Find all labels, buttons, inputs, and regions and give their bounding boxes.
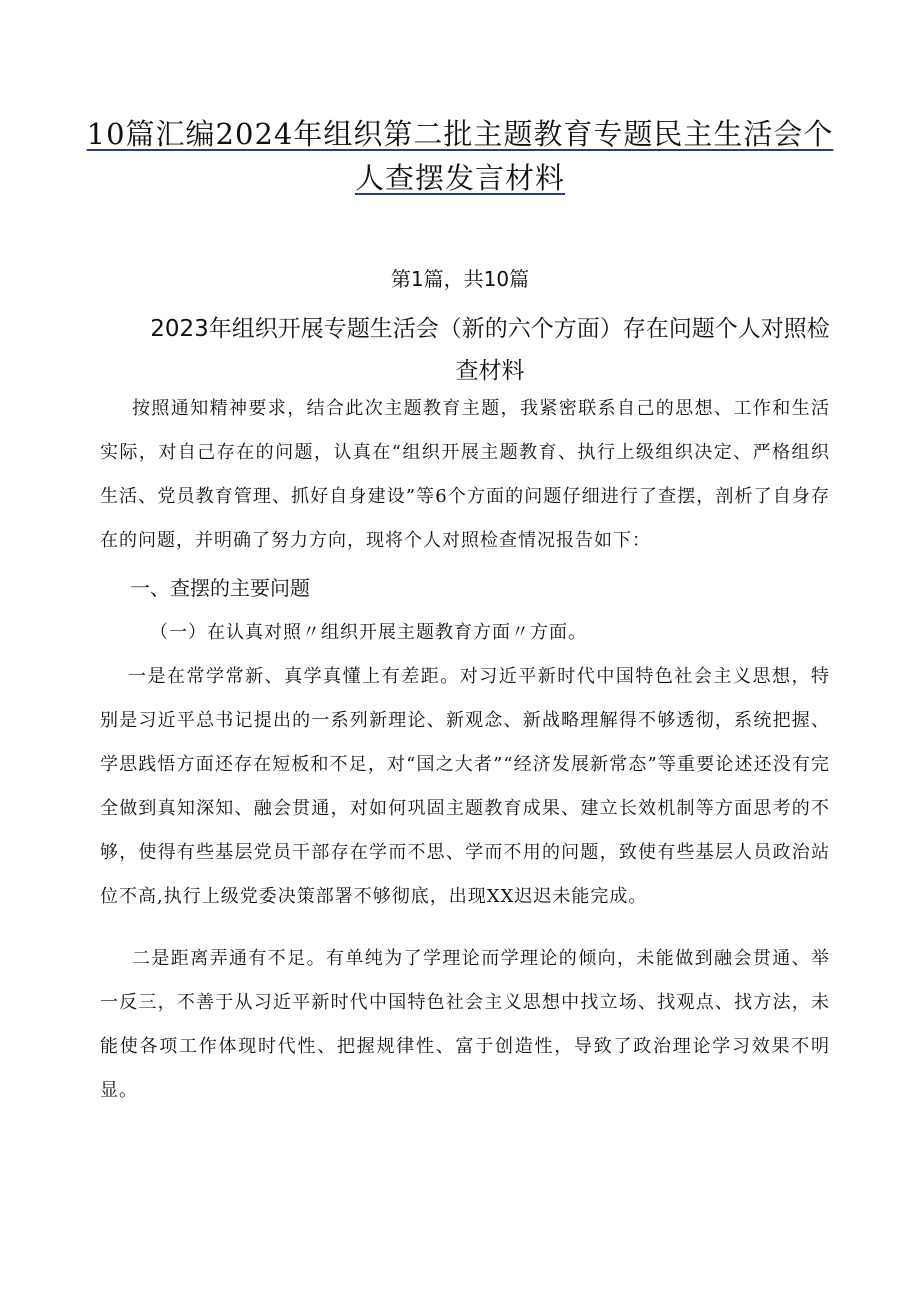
article-title (120, 308, 860, 392)
article-title-line1: 2023年组织开展专题生活会（新的六个方面）存在问题个人对照检 (150, 316, 830, 342)
intro-paragraph: 按照通知精神要求，结合此次主题教育主题，我紧密联系自己的思想、工作和生活实际，对自己存在的问题，认真在“组织开展主题教育、执行上级组织决定、严格组织生活、党员教育管理、抓好自身建设”等6个方面的问题仔细进行了查摆，剖析了自身存在的问题，并明确了努力方向，现将个人对照检查情况报告如下： (100, 398, 830, 551)
section-heading: 一、查摆的主要问题 (130, 576, 310, 600)
sub-heading: （一）在认真对照〃组织开展主题教育方面〃方面。 (150, 622, 587, 643)
document-title (80, 112, 840, 200)
paragraph-two: 二是距离弄通有不足。有单纯为了学理论而学理论的倾向，未能做到融会贯通、举一反三，不善于从习近平新时代中国特色社会主义思想中找立场、找观点、找方法，未能使各项工作体现时代性、把握规律性、富于创造性，导致了政治理论学习效果不明显。 (100, 948, 830, 1101)
document-title-text: 10篇汇编2024年组织第二批主题教育专题民主生活会个人查摆发言材料 (86, 117, 834, 195)
part-label: 第1篇，共10篇 (390, 267, 530, 291)
paragraph-one: 一是在常学常新、真学真懂上有差距。对习近平新时代中国特色社会主义思想，特别是习近平总书记提出的一系列新理论、新观念、新战略理解得不够透彻，系统把握、学思践悟方面还存在短板和不足，对“国之大者”“经济发展新常态”等重要论述还没有完全做到真知深知、融会贯通，对如何巩固主题教育成果、建立长效机制等方面思考的不够，使得有些基层党员干部存在学而不思、学而不用的问题，致使有些基层人员政治站位不高,执行上级党委决策部署不够彻底，出现XX迟迟未能完成。 (100, 666, 830, 907)
article-title-line2: 查材料 (455, 358, 525, 384)
